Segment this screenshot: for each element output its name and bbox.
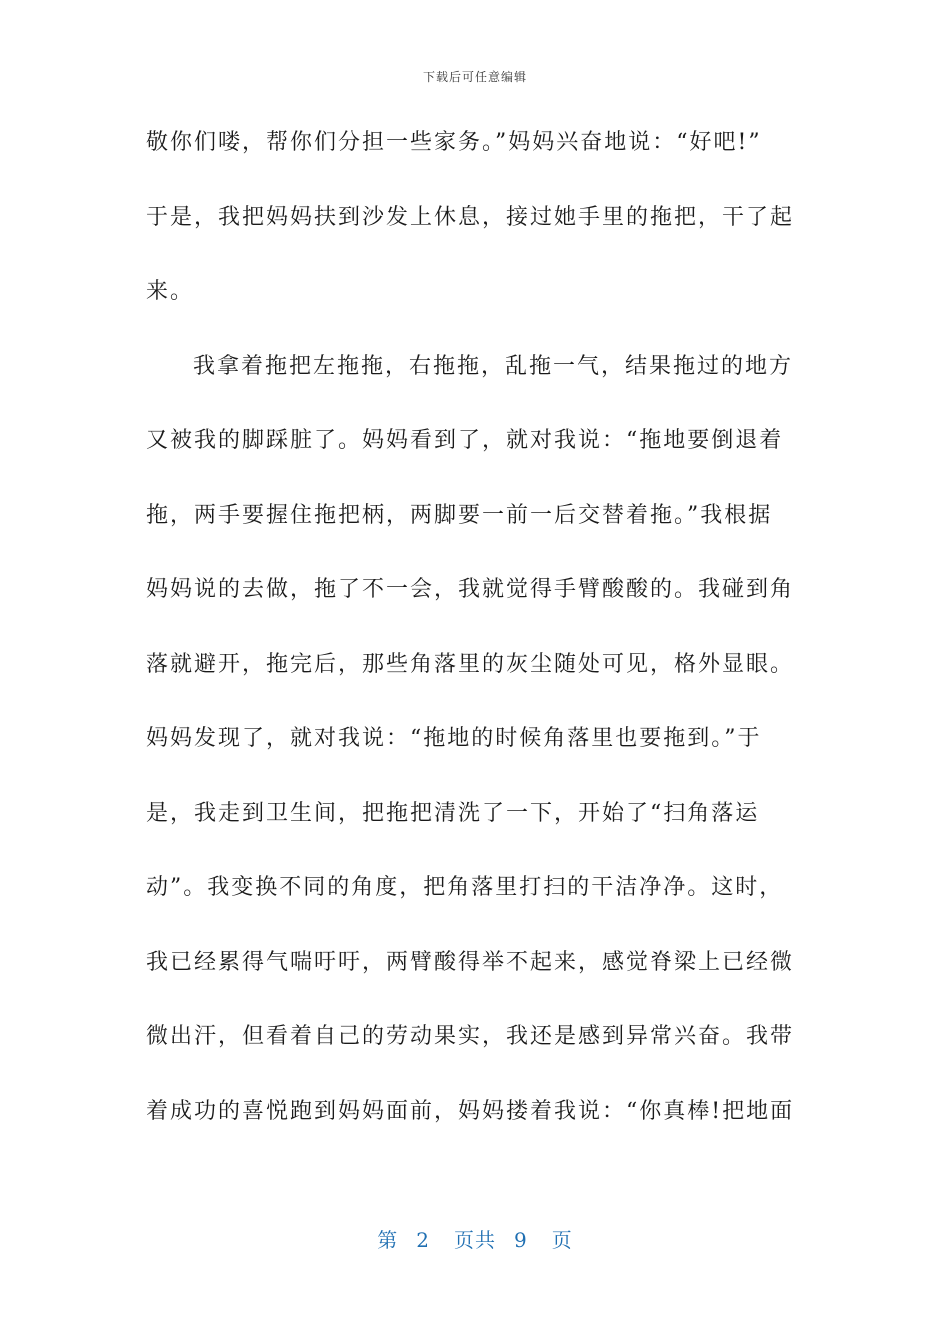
current-page-number: 2 <box>416 1228 430 1252</box>
page-label-prefix: 第 <box>377 1228 399 1252</box>
text-line: 来。 <box>146 279 195 304</box>
text-line: 微出汗，但看着自己的劳动果实，我还是感到异常兴奋。我带 <box>146 1024 795 1049</box>
text-line: 落就避开，拖完后，那些角落里的灰尘随处可见，格外显眼。 <box>146 651 795 677</box>
text-line: 拖，两手要握住拖把柄，两脚要一前一后交替着拖。”我根据 <box>146 502 773 528</box>
text-line: 动”。我变换不同的角度，把角落里打扫的干洁净净。这时， <box>146 875 784 900</box>
text-line: 我已经累得气喘吁吁，两臂酸得举不起来，感觉脊梁上已经微 <box>146 949 795 975</box>
text-line: 敬你们喽，帮你们分担一些家务。”妈妈兴奋地说：“好吧!” <box>146 130 762 155</box>
text-line: 又被我的脚踩脏了。妈妈看到了，就对我说：“拖地要倒退着 <box>146 428 784 453</box>
page-label-suffix: 页 <box>551 1228 573 1252</box>
text-line: 妈妈说的去做，拖了不一会，我就觉得手臂酸酸的。我碰到角 <box>146 577 795 602</box>
paragraph-first-line: 我拿着拖把左拖拖，右拖拖，乱拖一气，结果拖过的地方 <box>193 353 794 379</box>
document-body <box>146 118 806 1161</box>
total-pages-number: 9 <box>514 1228 528 1252</box>
text-line: 着成功的喜悦跑到妈妈面前，妈妈搂着我说：“你真棒!把地面 <box>146 1098 795 1124</box>
text-line: 是，我走到卫生间，把拖把清洗了一下，开始了“扫角落运 <box>146 800 760 826</box>
text-line: 妈妈发现了，就对我说：“拖地的时候角落里也要拖到。”于 <box>146 726 762 751</box>
page-label-middle: 页共 <box>454 1228 496 1252</box>
page-footer <box>0 1224 950 1253</box>
header-note: 下载后可任意编辑 <box>422 70 527 84</box>
text-line: 于是，我把妈妈扶到沙发上休息，接过她手里的拖把，干了起 <box>146 204 795 230</box>
